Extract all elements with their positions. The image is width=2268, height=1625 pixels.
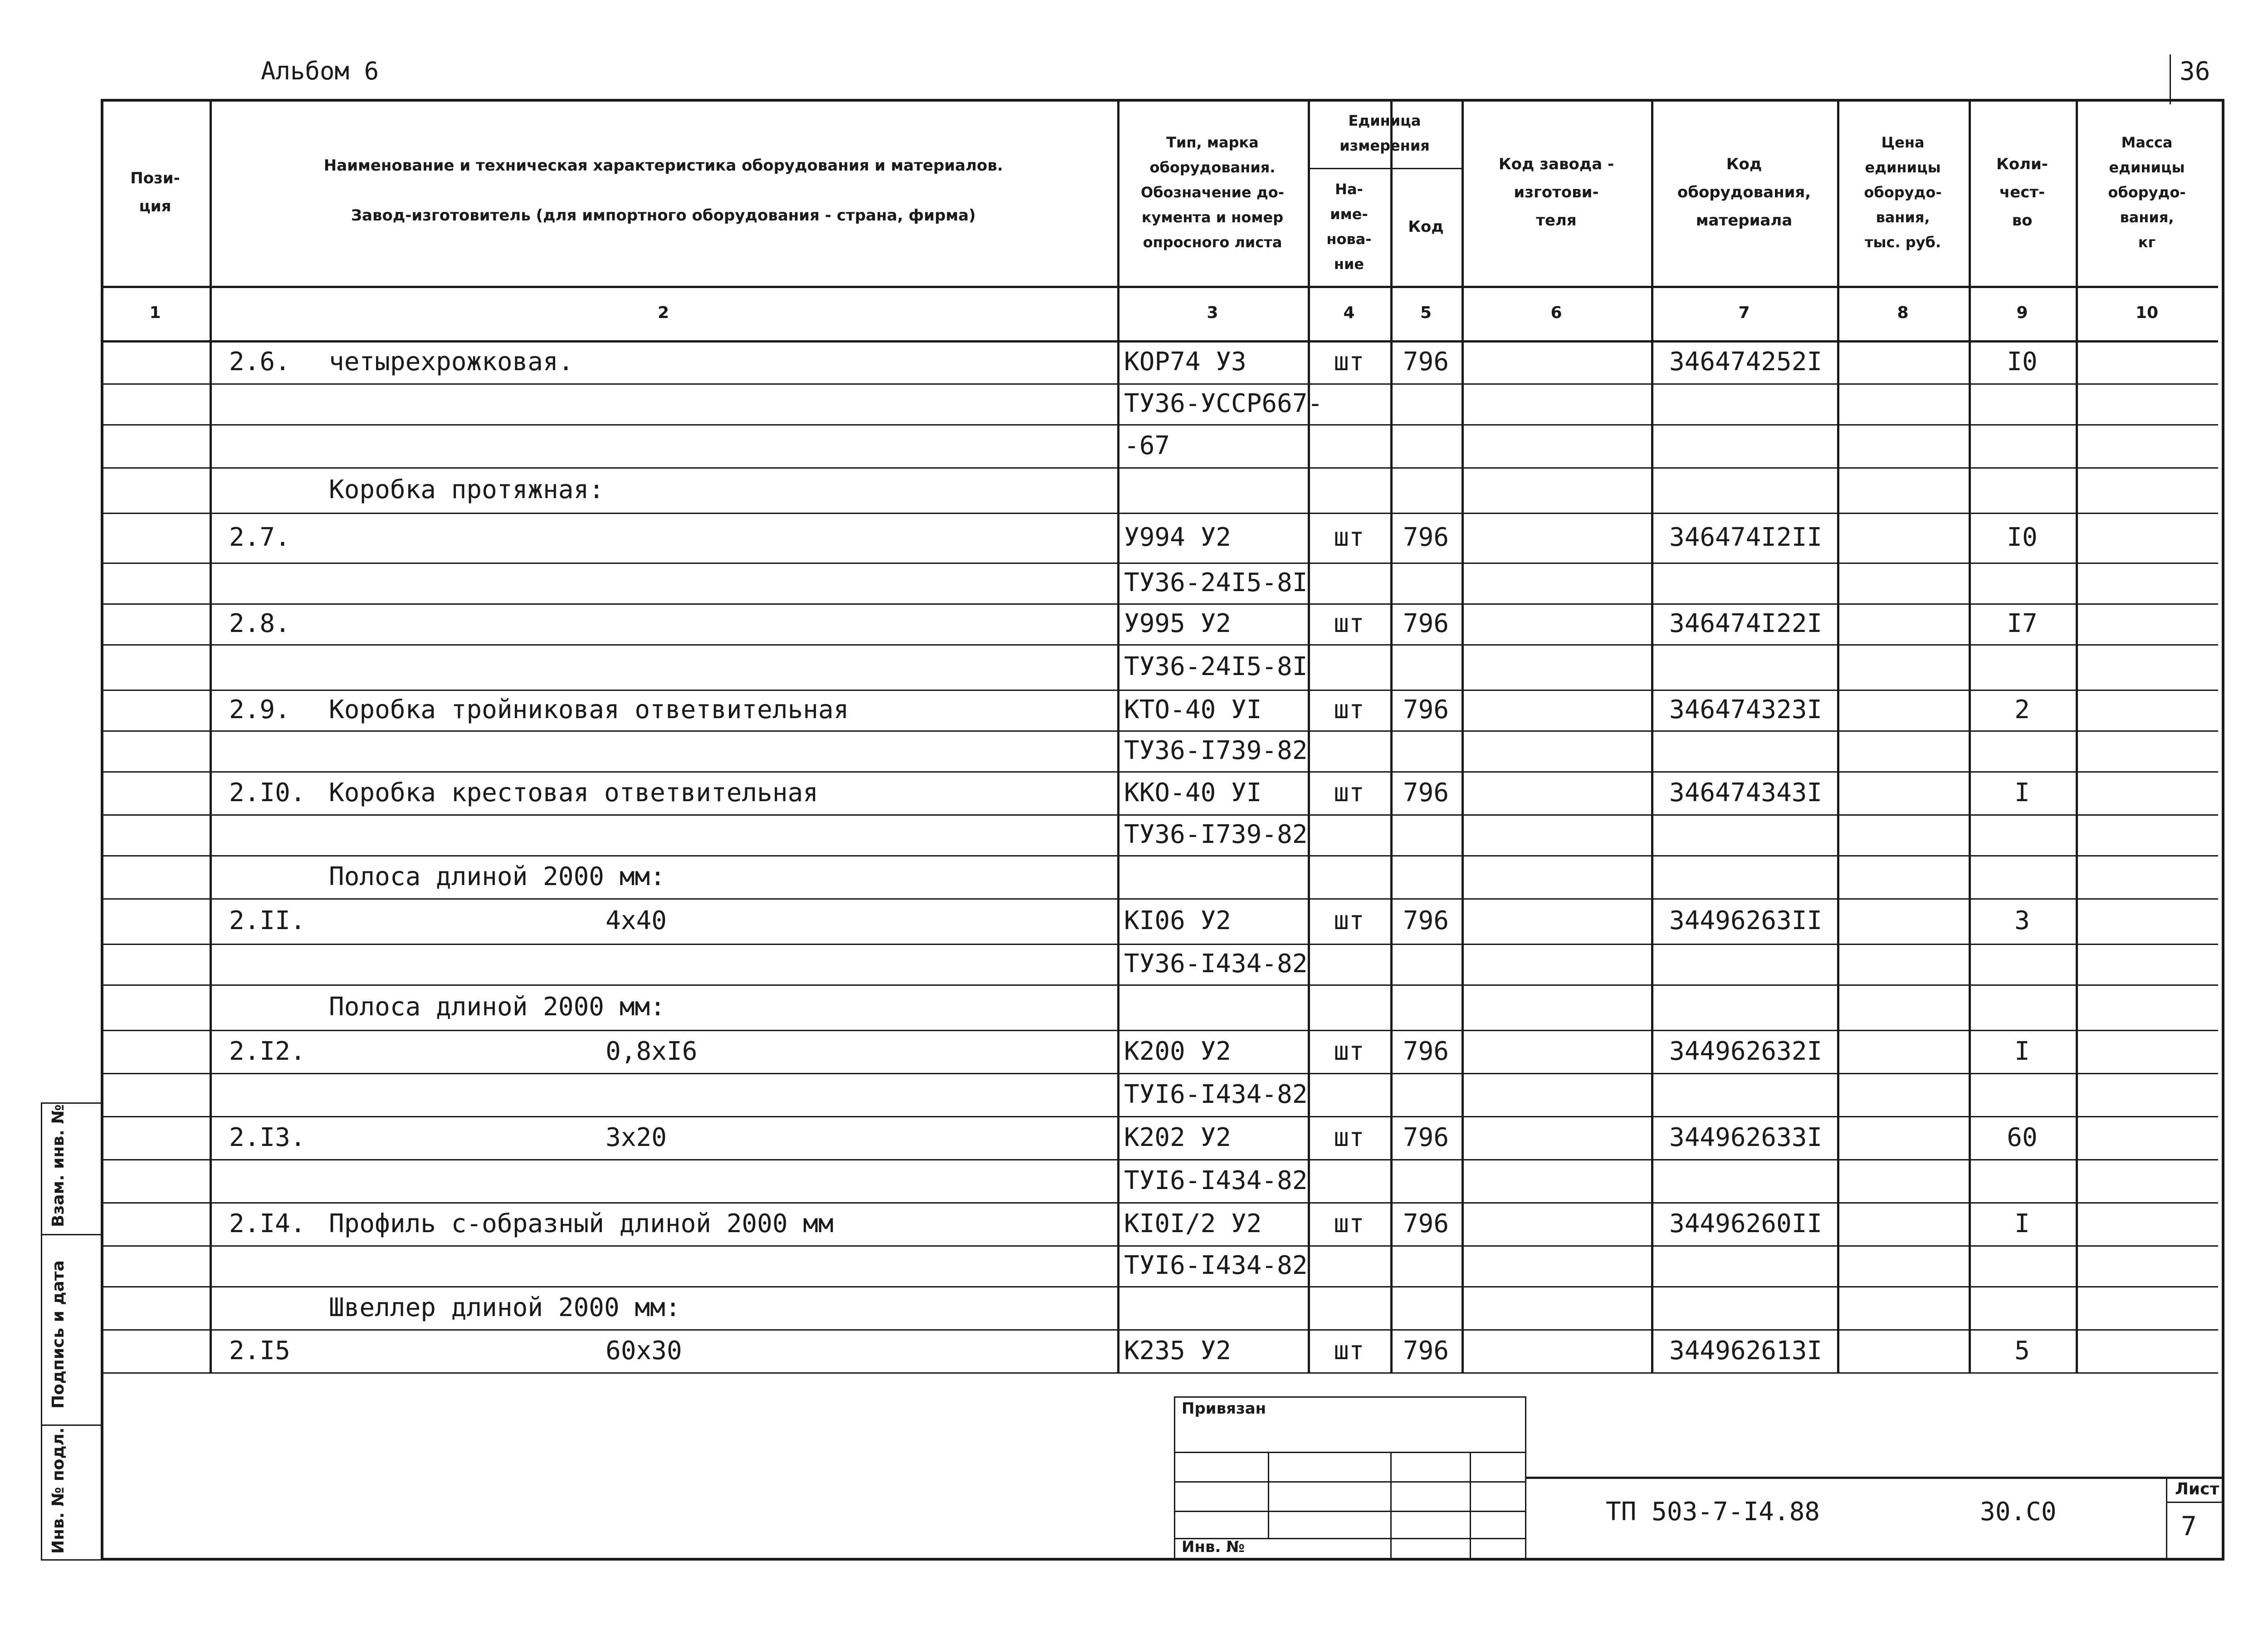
cell-size: 60х30 [606, 1336, 682, 1366]
grid-line [101, 1030, 2218, 1031]
grid-line [1651, 99, 1653, 1372]
header-unit-code: Код [1408, 218, 1444, 236]
album-label: Альбом 6 [261, 57, 379, 85]
grid-line [101, 1202, 2218, 1204]
cell-unit-code: 796 [1403, 523, 1449, 552]
cell-unit: шт [1334, 778, 1364, 808]
page-number-divider [2170, 54, 2171, 104]
header-mass: Масса единицы оборудо- вания, кг [2108, 133, 2186, 251]
cell-unit-code: 796 [1403, 1122, 1449, 1152]
cell-type: ТУ36-24I5-8I [1124, 568, 1308, 597]
grid-line [101, 898, 2218, 900]
cell-size: 3х20 [606, 1122, 667, 1152]
grid-line [101, 944, 2218, 945]
grid-line [101, 383, 2218, 385]
cell-type: К202 У2 [1124, 1122, 1232, 1152]
column-number: 1 [149, 303, 161, 322]
section-title: Коробка протяжная: [329, 475, 604, 504]
cell-unit: шт [1334, 609, 1364, 638]
cell-name: четырехрожковая. [329, 347, 574, 377]
header-name: Наименование и техническая характеристика оборудования и материалов. Завод-изготовитель (для импортного оборудования - страна, фирма) [323, 157, 1003, 225]
cell-type: У994 У2 [1124, 523, 1232, 552]
grid-line [1837, 99, 1839, 1372]
side-label-replaces: Взам. инв. № [49, 1104, 68, 1227]
cell-unit: шт [1334, 906, 1364, 935]
grid-line [1308, 168, 1461, 169]
grid-line [101, 286, 2218, 288]
grid-line [1969, 99, 1971, 1372]
cell-type: КI0I/2 У2 [1124, 1209, 1262, 1238]
cell-type: ТУI6-I434-82 [1124, 1165, 1308, 1195]
section-code: 30.С0 [1980, 1497, 2057, 1527]
cell-equipment-code: 346474323I [1669, 695, 1823, 724]
cell-equipment-code: 34496263II [1669, 906, 1823, 935]
cell-quantity: I [2014, 1209, 2030, 1238]
cell-unit-code: 796 [1403, 347, 1449, 377]
grid-line [101, 1286, 2218, 1287]
cell-type: КОР74 УЗ [1124, 347, 1246, 377]
grid-line [101, 467, 2218, 469]
column-number: 3 [1207, 303, 1218, 322]
grid-line [1117, 99, 1119, 1372]
grid-line [101, 603, 2218, 605]
cell-type: ТУ36-I739-82 [1124, 736, 1308, 765]
cell-position: 2.I0. [229, 778, 306, 808]
header-factory-code: Код завода - изготови- теля [1498, 155, 1614, 230]
cell-equipment-code: 346474343I [1669, 778, 1823, 808]
cell-unit: шт [1334, 1122, 1364, 1152]
column-number: 4 [1343, 303, 1355, 322]
cell-unit-code: 796 [1403, 778, 1449, 808]
section-title: Полоса длиной 2000 мм: [329, 861, 665, 891]
cell-type: К235 У2 [1124, 1336, 1232, 1366]
cell-position: 2.I4. [229, 1209, 306, 1238]
cell-name: Коробка крестовая ответвительная [329, 778, 818, 808]
cell-unit: шт [1334, 347, 1364, 377]
cell-unit-code: 796 [1403, 1336, 1449, 1366]
header-unit-name: На- име- нова- ние [1326, 181, 1372, 273]
side-label-inventory: Инв. № подл. [49, 1427, 68, 1554]
header-price: Цена единицы оборудо- вания, тыс. руб. [1864, 133, 1942, 251]
cell-quantity: I7 [2007, 609, 2038, 638]
cell-type: -67 [1124, 431, 1170, 460]
sheet-label: Лист [2175, 1480, 2219, 1498]
attached-label: Привязан [1182, 1400, 1266, 1418]
cell-unit: шт [1334, 695, 1364, 724]
cell-type: КТО-40 УI [1124, 695, 1262, 724]
cell-unit-code: 796 [1403, 695, 1449, 724]
cell-equipment-code: 344962613I [1669, 1336, 1823, 1366]
inventory-label: Инв. № [1182, 1538, 1245, 1556]
header-position: Пози- ция [130, 169, 180, 215]
header-type: Тип, марка оборудования. Обозначение до- кумента и номер опросного листа [1141, 133, 1284, 251]
cell-quantity: I [2014, 778, 2030, 808]
cell-type: ТУI6-I434-82 [1124, 1079, 1308, 1109]
cell-position: 2.9. [229, 695, 290, 724]
grid-line [101, 1073, 2218, 1074]
grid-line [101, 513, 2218, 514]
grid-line [210, 99, 212, 1372]
grid-line [1390, 99, 1393, 1372]
header-unit: Единица измерения [1339, 112, 1430, 154]
cell-unit-code: 796 [1403, 906, 1449, 935]
column-number: 8 [1897, 303, 1909, 322]
cell-position: 2.I2. [229, 1036, 306, 1066]
cell-quantity: 5 [2014, 1336, 2030, 1366]
grid-line [101, 1329, 2218, 1331]
side-label-signature: Подпись и дата [49, 1260, 68, 1409]
grid-line [101, 814, 2218, 816]
doc-code: ТП 503-7-I4.88 [1606, 1497, 1820, 1527]
cell-quantity: 2 [2014, 695, 2030, 724]
grid-line [101, 340, 2218, 343]
sheet-number: 7 [2181, 1511, 2197, 1542]
grid-line [101, 424, 2218, 426]
cell-type: ТУ36-I434-82 [1124, 949, 1308, 979]
cell-size: 0,8хI6 [606, 1036, 698, 1066]
cell-type: У995 У2 [1124, 609, 1232, 638]
cell-unit: шт [1334, 1336, 1364, 1366]
cell-equipment-code: 346474252I [1669, 347, 1823, 377]
cell-name: Профиль с-образный длиной 2000 мм [329, 1209, 834, 1238]
cell-size: 4х40 [606, 906, 667, 935]
cell-quantity: I0 [2007, 523, 2038, 552]
cell-position: 2.I5 [229, 1336, 290, 1366]
section-title: Полоса длиной 2000 мм: [329, 992, 665, 1022]
cell-equipment-code: 34496260II [1669, 1209, 1823, 1238]
grid-line [101, 690, 2218, 691]
cell-equipment-code: 346474I2II [1669, 523, 1823, 552]
grid-line [2076, 99, 2078, 1372]
cell-type: ТУ36-I739-82 [1124, 820, 1308, 849]
cell-position: 2.II. [229, 906, 306, 935]
cell-type: ККО-40 УI [1124, 778, 1262, 808]
cell-type: ТУ36-24I5-8I [1124, 652, 1308, 681]
column-number: 10 [2135, 303, 2159, 322]
column-number: 5 [1420, 303, 1432, 322]
cell-position: 2.7. [229, 523, 290, 552]
cell-quantity: I [2014, 1036, 2030, 1066]
grid-line [101, 771, 2218, 773]
grid-line [1461, 99, 1464, 1372]
cell-type: ТУ36-УССР667- [1124, 389, 1323, 418]
cell-quantity: I0 [2007, 347, 2038, 377]
cell-unit-code: 796 [1403, 609, 1449, 638]
cell-type: ТУI6-I434-82 [1124, 1251, 1308, 1280]
grid-line [1308, 99, 1310, 1372]
cell-unit: шт [1334, 1209, 1364, 1238]
cell-position: 2.8. [229, 609, 290, 638]
header-equipment-code: Код оборудования, материала [1677, 155, 1811, 230]
header-quantity: Коли- чест- во [1996, 155, 2048, 230]
cell-unit: шт [1334, 1036, 1364, 1066]
cell-equipment-code: 344962633I [1669, 1122, 1823, 1152]
cell-quantity: 3 [2014, 906, 2030, 935]
cell-equipment-code: 346474I22I [1669, 609, 1823, 638]
grid-line [101, 855, 2218, 857]
cell-quantity: 60 [2007, 1122, 2038, 1152]
cell-position: 2.I3. [229, 1122, 306, 1152]
column-number: 6 [1550, 303, 1562, 322]
column-number: 7 [1738, 303, 1750, 322]
cell-unit-code: 796 [1403, 1036, 1449, 1066]
cell-name: Коробка тройниковая ответвительная [329, 695, 849, 724]
grid-line [101, 644, 2218, 646]
grid-line [101, 1245, 2218, 1247]
grid-line [101, 730, 2218, 732]
grid-line [101, 984, 2218, 986]
column-number: 2 [657, 303, 670, 322]
grid-line [101, 563, 2218, 564]
grid-line [101, 1159, 2218, 1160]
column-number: 9 [2016, 303, 2028, 322]
grid-line [101, 1116, 2218, 1117]
cell-unit-code: 796 [1403, 1209, 1449, 1238]
cell-type: КI06 У2 [1124, 906, 1232, 935]
cell-equipment-code: 344962632I [1669, 1036, 1823, 1066]
section-title: Швеллер длиной 2000 мм: [329, 1292, 681, 1322]
cell-position: 2.6. [229, 347, 290, 377]
cell-unit: шт [1334, 523, 1364, 552]
cell-type: К200 У2 [1124, 1036, 1232, 1066]
grid-line [101, 1372, 2218, 1374]
page-number: 36 [2180, 57, 2210, 86]
